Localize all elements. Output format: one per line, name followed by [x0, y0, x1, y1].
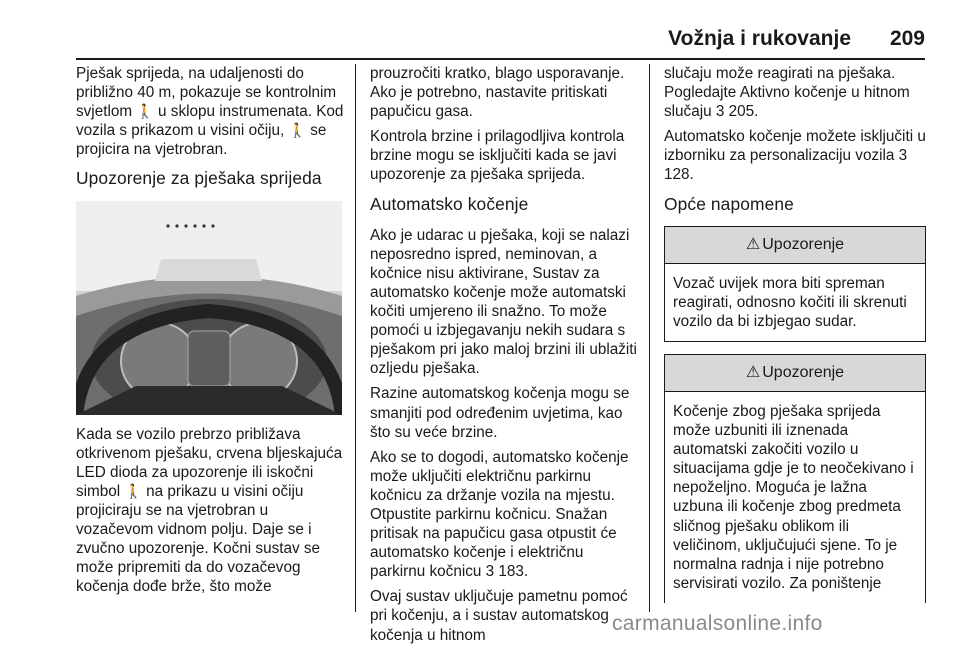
paragraph: Ovaj sustav uključuje pametnu pomoć pri kočenju, a i sustav automatskog kočenja u hitnom: [370, 588, 628, 644]
column-3: [664, 64, 926, 615]
paragraph: [664, 127, 926, 184]
hud-dashboard-image: [76, 201, 342, 415]
paragraph-text: Pješak sprijeda, na udaljenosti do približno 40 m, pokazuje se kontrolnim svjetlom: [76, 65, 337, 121]
warning-text: Vozač uvijek mora biti spreman reagirati, odnosno kočiti ili skrenuti vozilo da bi izbjegao sudar.: [673, 274, 907, 330]
pedestrian-icon: 🚶: [124, 482, 142, 499]
paragraph-text: Ako se to dogodi, automatsko kočenje može uključiti električnu parkirnu kočnicu za držanje vozila na mjestu. Otpustite parkirnu kočnicu. Snažan pritisak na papučicu gasa otpustit će automatsko kočenje i električnu parkirnu kočnicu: [370, 448, 629, 581]
warning-header: [665, 355, 925, 392]
pedestrian-icon: 🚶: [288, 122, 306, 139]
section-heading: Automatsko kočenje: [370, 193, 529, 214]
header-rule: [76, 58, 925, 60]
watermark: carmanualsonline.info: [612, 612, 823, 635]
warning-box: [664, 226, 926, 342]
page-header: [76, 27, 925, 53]
warning-title: Upozorenje: [762, 236, 845, 254]
pedestrian-icon: 🚶: [136, 103, 154, 120]
paragraph: Kontrola brzine i prilagodljiva kontrola brzine mogu se isključiti kada se javi upozorenje za pješaka sprijeda.: [370, 128, 625, 184]
paragraph-text: Automatsko kočenje možete isključiti u izborniku za personalizaciju vozila: [664, 128, 926, 165]
page-number: 209: [889, 27, 925, 50]
warning-triangle-icon: ⚠: [745, 364, 761, 382]
section-heading: Upozorenje za pješaka sprijeda: [76, 168, 322, 189]
column-1: [76, 64, 344, 602]
paragraph: Ako je udarac u pješaka, koji se nalazi neposredno ispred, neminovan, a kočnice nisu aktivirane, Sustav za automatsko kočenje može automatski kočiti umjereno ili snažno. To može pomoći u izbjegavanju nekih sudara s pješakom pri jako maloj brzini ili ublažiti ozljedu pješaka.: [370, 226, 637, 378]
page-reference[interactable]: 3 128.: [664, 147, 908, 184]
column-divider: [649, 64, 650, 612]
paragraph: [76, 425, 344, 597]
paragraph: [370, 448, 638, 582]
warning-title: Upozorenje: [762, 364, 845, 382]
column-2: [370, 64, 638, 651]
paragraph: prouzročiti kratko, blago usporavanje. Ako je potrebno, nastavite pritiskati papučicu gasa.: [370, 65, 625, 121]
warning-text: Kočenje zbog pješaka sprijeda može uzbuniti ili iznenada automatski zakočiti vozilo u situacijama gdje je to neočekivano i nepoželjno. Moguća je lažna uzbuna ili kočenje zbog predmeta sličnog pješaku oblikom ili veličinom, uključujući sjene. To je normalna radnja i nije potrebno servisirati vozilo. Za poništenje: [673, 402, 914, 592]
section-heading: Opće napomene: [664, 193, 794, 214]
paragraph-text: Kada se vozilo prebrzo približava otkrivenom pješaku, crvena bljeskajuća LED dioda za upozorenje ili iskočni simbol: [76, 425, 343, 500]
section-title: Vožnja i rukovanje: [668, 27, 851, 50]
paragraph-text: se projicira na vjetrobran.: [76, 122, 327, 159]
page-reference[interactable]: 3 205.: [715, 103, 759, 121]
paragraph-text: u sklopu instrumenata. Kod vozila s prikazom u visini očiju,: [76, 103, 344, 140]
warning-triangle-icon: ⚠: [745, 236, 761, 254]
paragraph: [76, 64, 344, 159]
paragraph-text: slučaju može reagirati na pješaka. Pogledajte Aktivno kočenje u hitnom slučaju: [664, 65, 910, 121]
dashboard-illustration: [76, 201, 342, 415]
warning-header: [665, 227, 925, 264]
warning-body: [665, 392, 925, 603]
warning-box: [664, 354, 926, 603]
page-reference[interactable]: 3 183.: [485, 563, 529, 581]
column-divider: [355, 64, 356, 612]
paragraph: Razine automatskog kočenja mogu se smanjiti pod određenim uvjetima, kao što su veće brzine.: [370, 385, 630, 441]
paragraph-text: na prikazu u visini očiju projiciraju se na vjetrobran u vozačevom vidnom polju. Daje se i zvučno upozorenje. Kočni sustav se može pripremiti da do vozačevog kočenja dođe brže, što može: [76, 482, 321, 596]
paragraph: [664, 64, 926, 121]
warning-body: [665, 264, 925, 341]
